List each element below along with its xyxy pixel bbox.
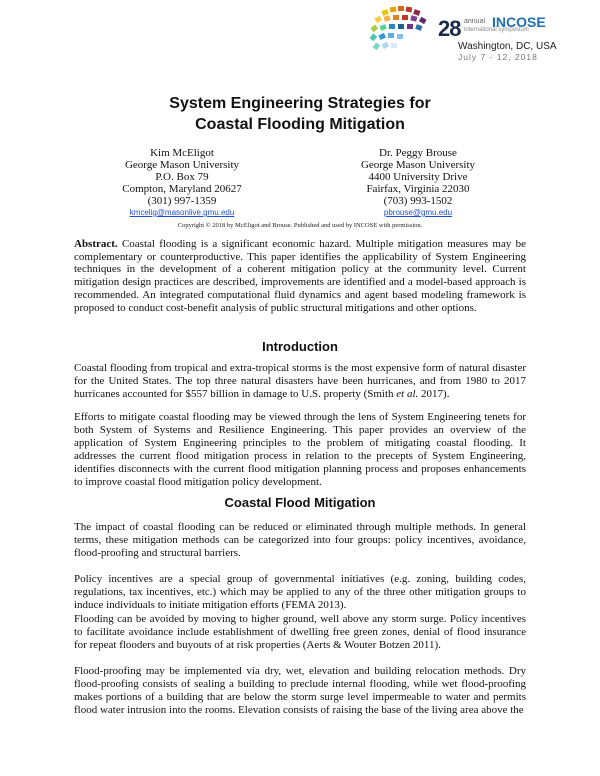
- author-block-1: [92, 147, 272, 219]
- author-email-link[interactable]: pbrouse@gmu.edu: [383, 208, 453, 217]
- logo-annual-text: annual: [464, 18, 486, 25]
- author-address-line-2: Compton, Maryland 20627: [122, 183, 242, 195]
- section-heading-coastal-flood-mitigation: Coastal Flood Mitigation: [224, 495, 376, 510]
- author-name: Dr. Peggy Brouse: [379, 147, 457, 159]
- paragraph: Policy incentives are a special group of governmental initiatives (e.g. zoning, building codes, regulations, tax incentives, etc.) which may be applied to any of the three other mitigation groups to induce individuals to initiate mitigation efforts (FEMA 2013).: [74, 573, 526, 611]
- author-email-link[interactable]: kmcelig@masonlive.gmu.edu: [129, 208, 235, 217]
- title-line-2: Coastal Flooding Mitigation: [195, 116, 405, 133]
- conference-location: Washington, DC, USA: [458, 41, 557, 52]
- paragraph: Flooding can be avoided by moving to higher ground, well above any storm surge. Policy incentives to facilitate avoidance include establishment of dwelling free green zones, denial of flood insurance for repeat flooders and buyouts of at risk properties (Aerts & Wouter Botzen 2011).: [74, 613, 526, 651]
- logo-number: 28: [438, 16, 461, 41]
- author-affiliation: George Mason University: [360, 159, 476, 171]
- logo-mosaic-icon: [364, 4, 436, 60]
- paper-title: [0, 93, 600, 135]
- author-address-line-2: Fairfax, Virginia 22030: [366, 183, 470, 195]
- author-phone: (301) 997-1359: [147, 195, 217, 207]
- paragraph: The impact of coastal flooding can be reduced or eliminated through multiple methods. In general terms, these mitigation methods can be categorized into four groups: policy incentives, avoidance, flood-proofing and structural barriers.: [74, 521, 526, 559]
- author-address-line-1: P.O. Box 79: [155, 171, 209, 183]
- conference-location-block: [458, 41, 558, 63]
- paragraph: Efforts to mitigate coastal flooding may be viewed through the lens of System Engineering tenets for both System of Systems and Resilience Engineering. This paper provides an overview of the application of System Engineering principles to the problem of mitigating coastal flooding. It addresses the current flood mitigation process in relation to the precepts of System Engineering, identifies disconnects with the current flood mitigation planning process and proposes enhancements to improve coastal flood mitigation policy development.: [74, 411, 526, 488]
- abstract-label: Abstract.: [74, 238, 118, 250]
- author-block-2: [328, 147, 508, 219]
- title-line-1: System Engineering Strategies for: [169, 95, 431, 112]
- author-affiliation: George Mason University: [124, 159, 240, 171]
- abstract-text: Coastal flooding is a significant economic hazard. Multiple mitigation measures may be complementary or counterproductive. This paper identifies the applicability of System Engineering techniques in the development of a coherent mitigation policy at the community level. Current mitigation design practices are described, improvements are identified and a model-based approach is recommended. An integrated computational fluid dynamics and agent based modeling framework is proposed to conduct cost-benefit analysis of public structural mitigations and other options.: [74, 238, 526, 314]
- abstract: [74, 238, 526, 314]
- logo-subtitle: international symposium: [464, 27, 529, 33]
- author-name: Kim McEligot: [150, 147, 214, 159]
- paragraph: Flood-proofing may be implemented via dry, wet, elevation and building relocation methods. Dry flood-proofing consists of sealing a building to preclude internal flooding, while wet flood-proofing makes portions of a building that are below the storm surge level impermeable to water and permits flood water intrusion into the rooms. Elevation consists of raising the base of the living area above the: [74, 665, 526, 716]
- copyright-notice: Copyright © 2018 by McEligot and Brouse. Published and used by INCOSE with permission.: [177, 222, 423, 229]
- section-heading-introduction: Introduction: [262, 339, 338, 354]
- author-phone: (703) 993-1502: [383, 195, 453, 207]
- logo-org-name: INCOSE: [492, 14, 546, 30]
- author-address-line-1: 4400 University Drive: [368, 171, 468, 183]
- citation-et-al: et al.: [396, 388, 419, 400]
- conference-date: July 7 - 12, 2018: [458, 52, 538, 62]
- paragraph: [74, 362, 526, 401]
- paragraph-text-end: 2017).: [418, 388, 450, 400]
- paragraph-text: Coastal flooding from tropical and extra-tropical storms is the most expensive form of natural disaster for the United States. The top three natural disasters have been hurricanes, and from 1980 to 2017 hurricanes accounted for $557 billion in damage to U.S. property (Smith: [74, 362, 526, 400]
